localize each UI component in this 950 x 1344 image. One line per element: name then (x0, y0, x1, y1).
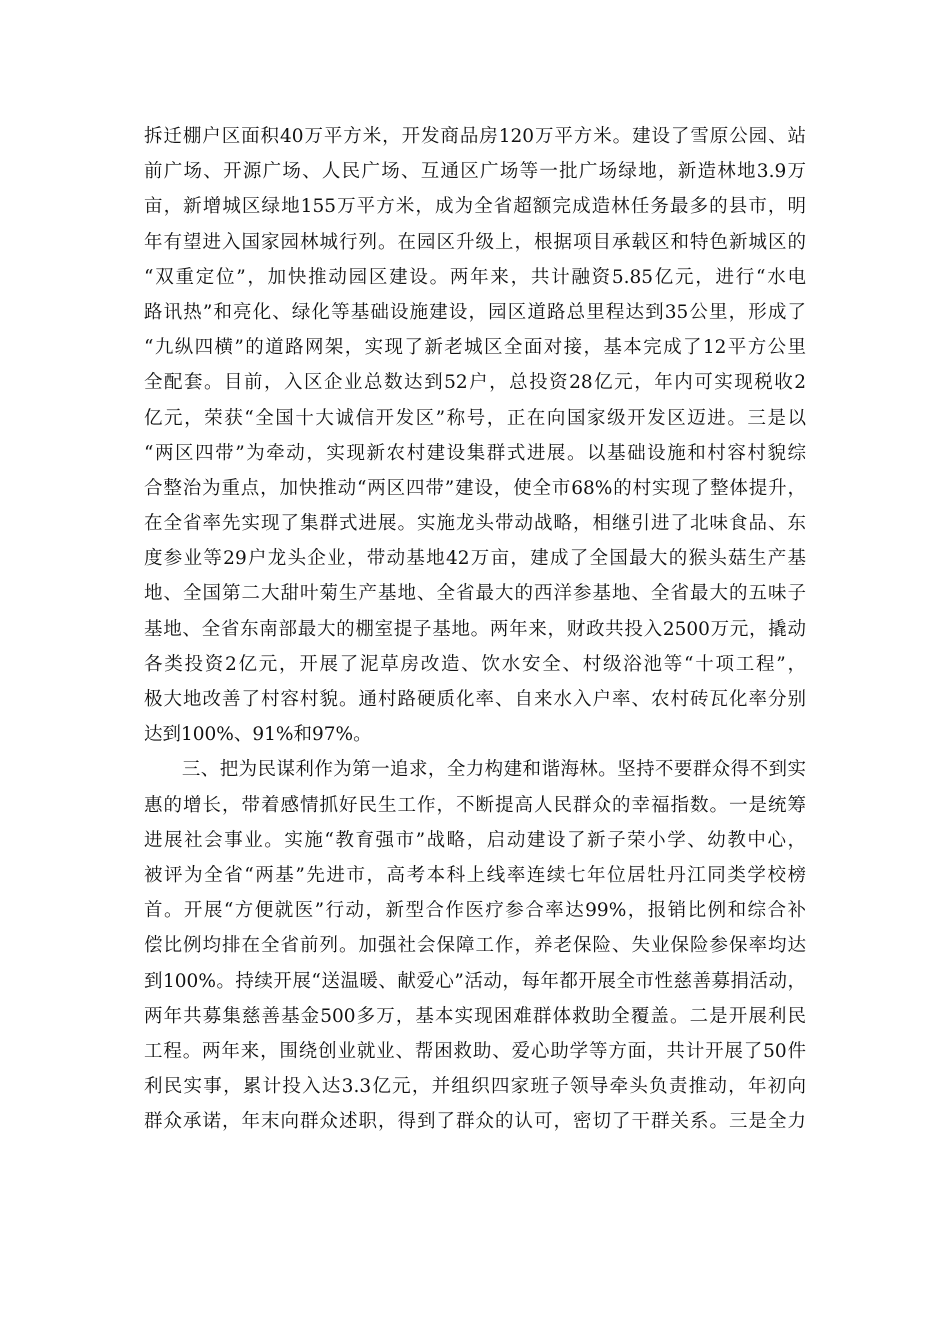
text-line: 路讯热”和亮化、绿化等基础设施建设，园区道路总里程达到35公里，形成了 (144, 301, 806, 323)
text-line: “两区四带”为牵动，实现新农村建设集群式进展。以基础设施和村容村貌综 (144, 442, 806, 464)
text-line: 前广场、开源广场、人民广场、互通区广场等一批广场绿地，新造林地3.9万 (144, 161, 806, 183)
text-line: 度参业等29户龙头企业，带动基地42万亩，建成了全国最大的猴头菇生产基 (144, 548, 806, 570)
text-line: 进展社会事业。实施“教育强市”战略，启动建设了新子荣小学、幼教中心， (144, 829, 806, 851)
text-line: 亩，新增城区绿地155万平方米，成为全省超额完成造林任务最多的县市，明 (144, 196, 806, 218)
text-line: “九纵四横”的道路网架，实现了新老城区全面对接，基本完成了12平方公里 (144, 337, 806, 359)
document-page (144, 119, 806, 1139)
text-line: 首。开展“方便就医”行动，新型合作医疗参合率达99%，报销比例和综合补 (144, 900, 806, 922)
text-line: 利民实事，累计投入达3.3亿元，并组织四家班子领导牵头负责推动，年初向 (144, 1076, 806, 1098)
text-line: 被评为全省“两基”先进市，高考本科上线率连续七年位居牡丹江同类学校榜 (144, 864, 806, 886)
text-line: 基地、全省东南部最大的棚室提子基地。两年来，财政共投入2500万元，撬动 (144, 618, 806, 640)
text-line: 极大地改善了村容村貌。通村路硬质化率、自来水入户率、农村砖瓦化率分别 (144, 689, 806, 710)
text-line: 在全省率先实现了集群式进展。实施龙头带动战略，相继引进了北味食品、东 (144, 513, 806, 535)
text-line: 工程。两年来，围绕创业就业、帮困救助、爱心助学等方面，共计开展了50件 (144, 1040, 806, 1062)
text-line: 全配套。目前，入区企业总数达到52户，总投资28亿元，年内可实现税收2 (144, 372, 806, 394)
paragraph-1 (144, 119, 806, 752)
text-line: 地、全国第二大甜叶菊生产基地、全省最大的西洋参基地、全省最大的五味子 (144, 583, 806, 605)
text-line: 各类投资2亿元，开展了泥草房改造、饮水安全、村级浴池等“十项工程”， (144, 653, 806, 675)
text-line: 拆迁棚户区面积40万平方米，开发商品房120万平方米。建设了雪原公园、站 (144, 126, 806, 147)
text-line: “双重定位”，加快推动园区建设。两年来，共计融资5.85亿元，进行“水电 (144, 266, 806, 288)
text-line: 达到100%、91%和97%。 (144, 724, 372, 746)
text-line: 惠的增长，带着感情抓好民生工作，不断提高人民群众的幸福指数。一是统筹 (144, 794, 806, 816)
text-line: 三、把为民谋利作为第一追求，全力构建和谐海林。坚持不要群众得不到实 (144, 759, 806, 781)
text-line: 年有望进入国家园林城行列。在园区升级上，根据项目承载区和特色新城区的 (144, 231, 806, 253)
text-line: 合整治为重点，加快推动“两区四带”建设，使全市68%的村实现了整体提升， (144, 477, 806, 499)
paragraph-2 (144, 752, 806, 1139)
text-line: 亿元，荣获“全国十大诚信开发区”称号，正在向国家级开发区迈进。三是以 (144, 407, 806, 429)
text-line: 到100%。持续开展“送温暖、献爱心”活动，每年都开展全市性慈善募捐活动， (144, 970, 806, 992)
text-line: 偿比例均排在全省前列。加强社会保障工作，养老保险、失业保险参保率均达 (144, 935, 806, 957)
text-line: 群众承诺，年末向群众述职，得到了群众的认可，密切了干群关系。三是全力 (144, 1111, 806, 1133)
text-line: 两年共募集慈善基金500多万，基本实现困难群体救助全覆盖。二是开展利民 (144, 1005, 806, 1027)
